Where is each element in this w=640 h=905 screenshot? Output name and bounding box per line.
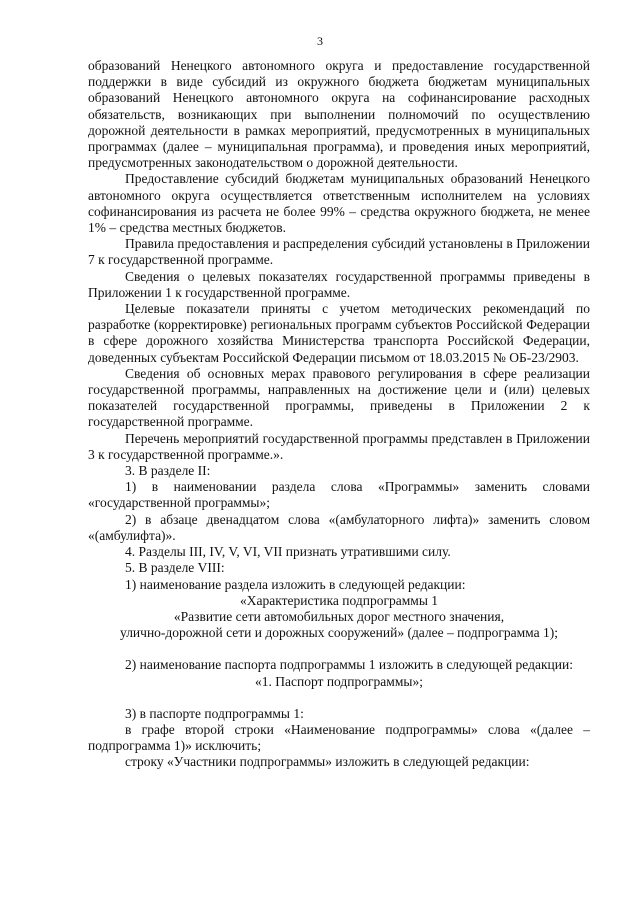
- paragraph: 2) в абзаце двенадцатом слова «(амбулаторного лифта)» заменить словом «(амбулифта)».: [88, 511, 590, 543]
- paragraph: строку «Участники подпрограммы» изложить в следующей редакции:: [125, 754, 530, 770]
- paragraph: 4. Разделы III, IV, V, VI, VII признать утратившими силу.: [125, 544, 451, 560]
- paragraph: Сведения о целевых показателях государственной программы приведены в Приложении 1 к государственной программе.: [88, 268, 590, 300]
- paragraph: образований Ненецкого автономного округа и предоставление государственной поддержки в виде субсидий из окружного бюджета бюджетам муниципальных образований Ненецкого автономного округа на софинансирование расходных обязательств, возникающих при выполнении полномочий по осуществлению дорожной деятельности в рамках мероприятий, предусмотренных в муниципальных программах (далее – муниципальная программа), и проведения иных мероприятий, предусмотренных законодательством о дорожной деятельности.: [88, 58, 590, 171]
- paragraph: в графе второй строки «Наименование подпрограммы» слова «(далее – подпрограмма 1)» исключить;: [88, 721, 590, 754]
- paragraph-spacer: [88, 641, 590, 657]
- paragraph: Предоставление субсидий бюджетам муниципальных образований Ненецкого автономного округа осуществляется ответственным исполнителем на условиях софинансирования из расчета не более 99% – средства окружного бюджета, не менее 1% – средства местных бюджетов.: [88, 171, 590, 236]
- paragraph: 3) в паспорте подпрограммы 1:: [125, 705, 304, 721]
- paragraph-spacer: [88, 690, 590, 706]
- paragraph: 3. В разделе II:: [125, 463, 211, 479]
- centered-heading-line: «Характеристика подпрограммы 1: [239, 592, 439, 608]
- paragraph: Правила предоставления и распределения субсидий установлены в Приложении 7 к государственной программе.: [88, 236, 590, 268]
- paragraph: Сведения об основных мерах правового регулирования в сфере реализации государственной программы, направленных на достижение цели и (или) целевых показателей государственной программы, приведены в Приложении 2 к государственной программе.: [88, 365, 590, 430]
- centered-heading-line: «Развитие сети автомобильных дорог местного значения,: [173, 608, 505, 624]
- paragraph: 1) наименование раздела изложить в следующей редакции:: [125, 576, 466, 592]
- document-body: [88, 58, 590, 771]
- paragraph: Целевые показатели приняты с учетом методических рекомендаций по разработке (корректировке) региональных программ субъектов Российской Федерации в сфере дорожного хозяйства Министерства транспорта Российской Федерации, доведенных субъектам Российской Федерации письмом от 18.03.2015 № ОБ-23/2903.: [88, 301, 590, 365]
- centered-heading-line: «1. Паспорт подпрограммы»;: [255, 673, 423, 689]
- paragraph: 5. В разделе VIII:: [125, 560, 225, 576]
- centered-heading-line: улично-дорожной сети и дорожных сооружений» (далее – подпрограмма 1);: [120, 625, 558, 641]
- page-number: 3: [317, 34, 323, 48]
- paragraph: Перечень мероприятий государственной программы представлен в Приложении 3 к государственной программе.».: [88, 430, 590, 462]
- paragraph: 1) в наименовании раздела слова «Программы» заменить словами «государственной программы»;: [88, 479, 590, 511]
- paragraph: 2) наименование паспорта подпрограммы 1 изложить в следующей редакции:: [125, 657, 573, 673]
